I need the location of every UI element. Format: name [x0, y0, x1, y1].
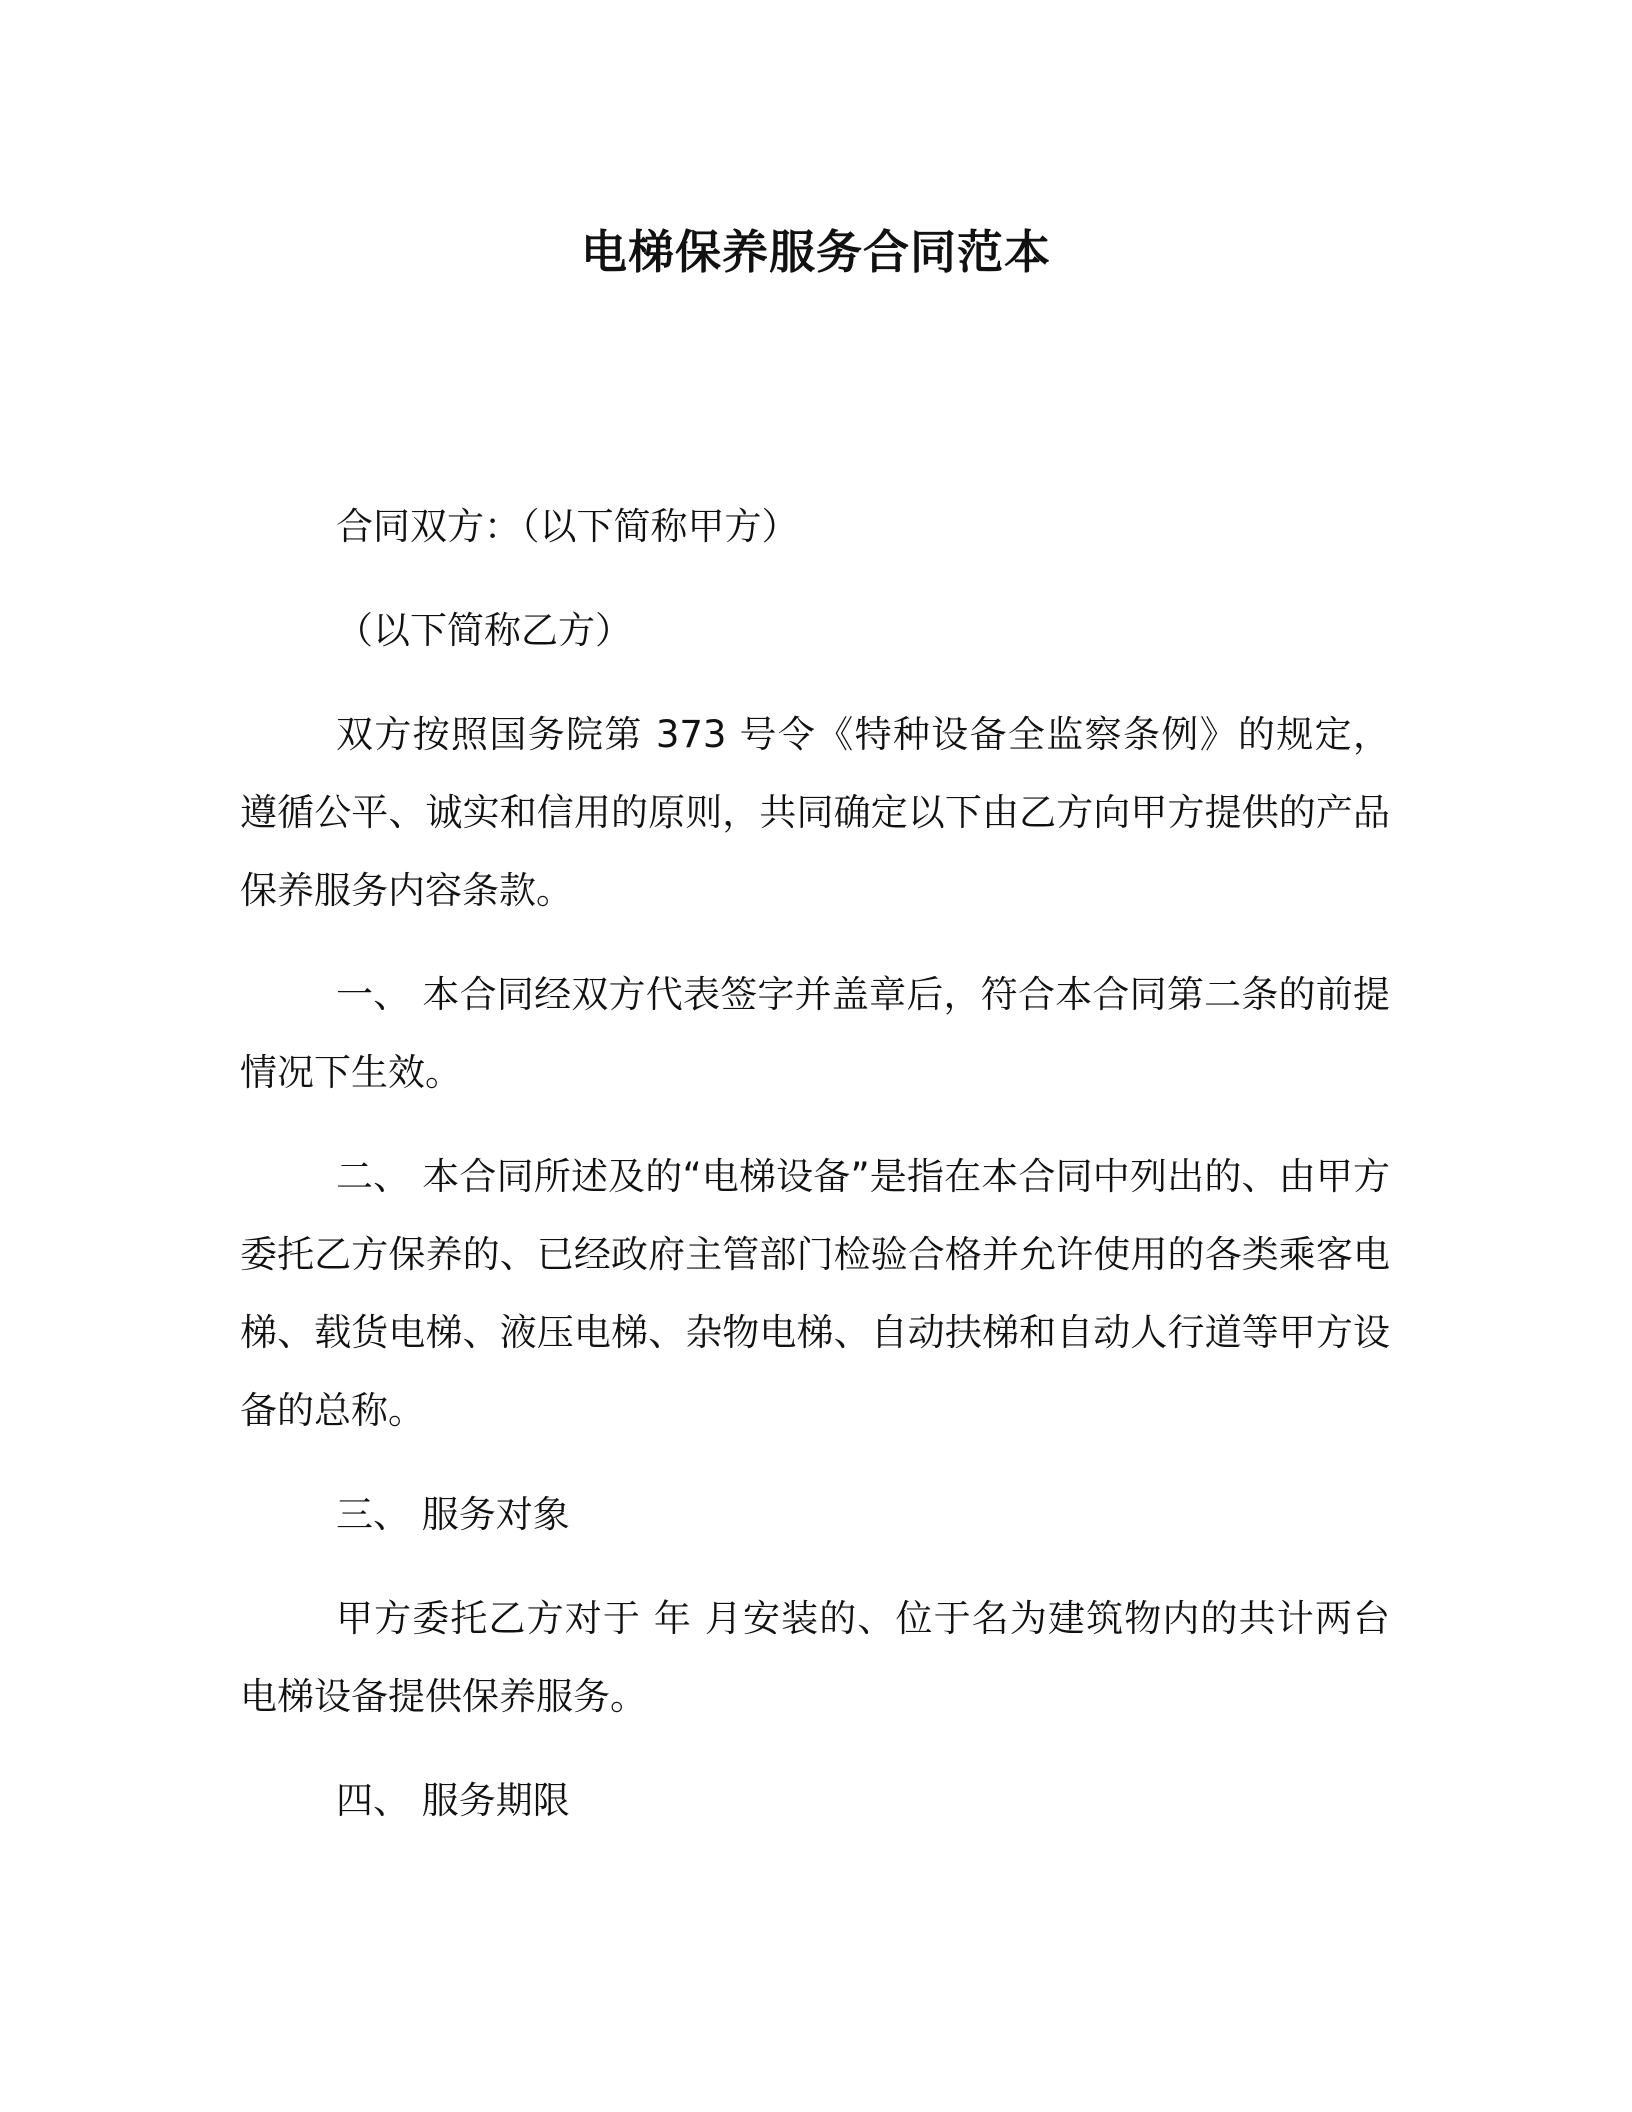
document-body — [240, 488, 1390, 1866]
clause-3-heading: 三、 服务对象 — [336, 1493, 570, 1536]
preamble-paragraph: 双方按照国务院第 373 号令《特种设备全监察条例》的规定，遵循公平、诚实和信用的原则，共同确定以下由乙方向甲方提供的产品保养服务内容条款。 — [240, 713, 1390, 912]
parties-line-a: 合同双方：（以下简称甲方） — [336, 505, 799, 548]
parties-line-b: （以下简称乙方） — [336, 609, 632, 652]
clause-4-heading: 四、 服务期限 — [336, 1779, 570, 1822]
clause-2-paragraph: 二、 本合同所述及的“电梯设备”是指在本合同中列出的、由甲方委托乙方保养的、已经政府主管部门检验合格并允许使用的各类乘客电梯、载货电梯、液压电梯、杂物电梯、自动扶梯和自动人行道等甲方设备的总称。 — [240, 1155, 1390, 1432]
clause-3-paragraph: 甲方委托乙方对于 年 月安装的、位于名为建筑物内的共计两台电梯设备提供保养服务。 — [240, 1597, 1390, 1718]
document-title: 电梯保养服务合同范本 — [581, 225, 1051, 279]
clause-1-paragraph: 一、 本合同经双方代表签字并盖章后，符合本合同第二条的前提情况下生效。 — [240, 973, 1390, 1094]
